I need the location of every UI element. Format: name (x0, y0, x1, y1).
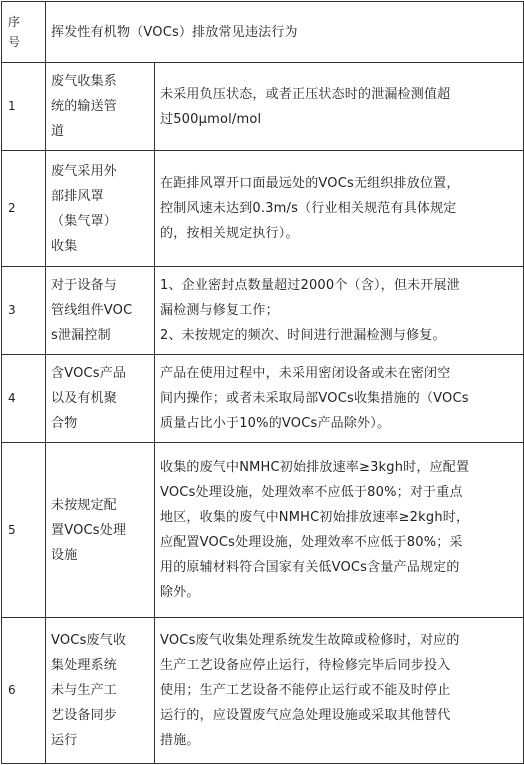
description-line: 生产工艺设备应停止运行，待检修完毕后同步投入 (160, 658, 451, 673)
header-title-cell (46, 2, 524, 63)
description-cell (155, 267, 524, 355)
table-title: 挥发性有机物（VOCs）排放常见违法行为 (51, 24, 298, 40)
description-cell (155, 618, 524, 764)
header-no-label: 序号 (8, 15, 21, 49)
category-cell (46, 267, 155, 355)
row-number: 4 (8, 391, 16, 405)
category-line: 对于设备与 (51, 278, 118, 293)
description-line: 间内操作；或者未采取局部VOCs收集措施的（VOCs (160, 391, 469, 406)
description-line: 在距排风罩开口面最远处的VOCs无组织排放位置， (160, 176, 460, 191)
category-line: 废气采用外 (51, 163, 118, 179)
description-line: VOCs废气收集处理系统发生故障或检修时，对应的 (160, 633, 460, 648)
table-row (2, 443, 524, 618)
row-number-cell (2, 267, 46, 355)
description-line: 2、未按规定的频次、时间进行泄漏检测与修复。 (160, 328, 446, 343)
violations-table (1, 1, 524, 764)
description-line: 除外。 (160, 585, 200, 600)
row-number-cell (2, 443, 46, 618)
category-line: 收集 (51, 238, 78, 254)
category-line: 统的输送管 (51, 99, 118, 114)
description-line: 未采用负压状态，或者正压状态时的泄漏检测值超 (160, 86, 451, 102)
category-cell (46, 443, 155, 618)
description-line: 用的原辅材料符合国家有关低VOCs含量产品规定的 (160, 560, 460, 575)
description-line: 收集的废气中NMHC初始排放速率≥3kgh时，应配置 (160, 460, 470, 475)
row-number: 2 (8, 201, 16, 215)
header-no-cell (2, 2, 46, 63)
description-line: 质量占比小于10%的VOCs产品除外）。 (160, 416, 391, 431)
category-cell (46, 355, 155, 443)
row-number: 1 (8, 99, 16, 113)
description-line: 运行的，应设置废气应急处理设施或采取其他替代 (160, 708, 451, 723)
row-number: 5 (8, 522, 16, 537)
row-number-cell (2, 618, 46, 764)
row-number-cell (2, 151, 46, 267)
category-line: 含VOCs产品 (51, 366, 127, 381)
description-cell (155, 443, 524, 618)
category-line: 道 (51, 124, 65, 139)
category-line: 未按规定配 (51, 497, 118, 513)
category-line: 艺设备同步 (51, 708, 118, 723)
row-number: 3 (8, 303, 16, 317)
category-line: VOCs废气收 (51, 633, 127, 648)
category-line: 置VOCs处理 (51, 522, 127, 538)
description-line: 应配置VOCs处理设施，处理效率不应低于80%；采 (160, 535, 463, 550)
description-line: 的，按相关规定执行）。 (160, 226, 299, 241)
category-line: 废气收集系 (51, 74, 118, 89)
row-number-cell (2, 355, 46, 443)
row-number: 6 (8, 683, 16, 697)
category-line: 部排风罩 (51, 188, 104, 204)
category-cell (46, 151, 155, 267)
header-row (2, 2, 524, 63)
description-line: 地区，收集的废气中NMHC初始排放速率≥2kgh时， (160, 510, 470, 525)
category-cell (46, 63, 155, 151)
category-line: 运行 (51, 733, 78, 748)
description-line: 措施。 (160, 733, 200, 748)
description-cell (155, 151, 524, 267)
description-line: VOCs处理设施，处理效率不应低于80%；对于重点 (160, 485, 463, 500)
table-body (2, 2, 524, 764)
table-row (2, 267, 524, 355)
description-cell (155, 63, 524, 151)
category-line: 设施 (51, 547, 78, 563)
category-line: 未与生产工 (51, 683, 118, 698)
category-line: 以及有机聚 (51, 391, 118, 406)
category-line: s泄漏控制 (51, 328, 111, 343)
category-line: （集气罩） (51, 213, 118, 229)
description-line: 控制风速未达到0.3m/s（行业相关规范有具体规定 (160, 201, 457, 216)
category-cell (46, 618, 155, 764)
table-row (2, 151, 524, 267)
description-line: 1、企业密封点数量超过2000个（含），但未开展泄 (160, 278, 460, 293)
table-row (2, 355, 524, 443)
description-line: 过500μmol/mol (160, 111, 262, 127)
category-line: 合物 (51, 416, 78, 431)
category-line: 管线组件VOC (51, 303, 133, 318)
table-row (2, 618, 524, 764)
description-line: 使用；生产工艺设备不能停止运行或不能及时停止 (160, 683, 451, 698)
description-line: 产品在使用过程中，未采用密闭设备或未在密闭空 (160, 366, 451, 381)
category-line: 集处理系统 (51, 658, 118, 673)
table-row (2, 63, 524, 151)
description-cell (155, 355, 524, 443)
row-number-cell (2, 63, 46, 151)
description-line: 漏检测与修复工作； (160, 303, 279, 318)
